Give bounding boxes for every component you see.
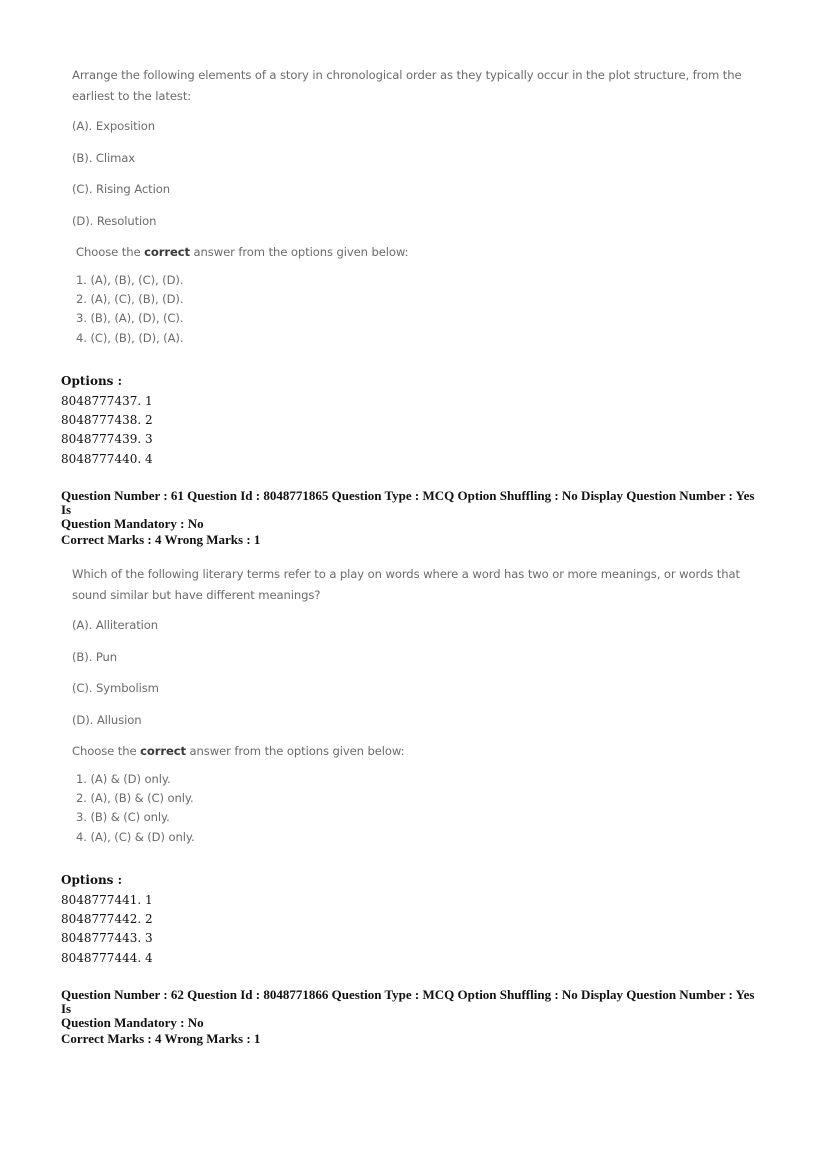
q61-item-b: (B). Pun (72, 649, 118, 664)
q62-marks: Correct Marks : 4 Wrong Marks : 1 (61, 1031, 261, 1046)
q60-choice-3: 3. (B), (A), (D), (C). (76, 311, 184, 326)
q61-choice-3: 3. (B) & (C) only. (76, 810, 170, 825)
q61-option-id-2: 8048777442. 2 (61, 912, 153, 927)
q61-header (61, 489, 761, 547)
q60-question-image (72, 65, 752, 348)
q61-instruction-bold: correct (140, 744, 186, 758)
q61-item-c: (C). Symbolism (72, 681, 159, 695)
q60-choice-1: 1. (A), (B), (C), (D). (76, 273, 184, 287)
q60-option-id-1: 8048777437. 1 (61, 394, 153, 408)
q61-item-a: (A). Alliteration (72, 618, 159, 632)
q61-choice-4: 4. (A), (C) & (D) only. (76, 829, 195, 844)
q62-header (61, 988, 761, 1046)
q60-option-id-2: 8048777438. 2 (61, 413, 153, 428)
q61-marks: Correct Marks : 4 Wrong Marks : 1 (61, 532, 261, 547)
q60-option-id-3: 8048777439. 3 (61, 432, 153, 447)
q61-item-d: (D). Allusion (72, 712, 142, 727)
q60-stem: Arrange the following elements of a story in chronological order as they typically occur in the plot structure, from the earliest to the latest: (72, 68, 742, 103)
q61-option-id-1: 8048777441. 1 (61, 893, 153, 907)
q60-item-a: (A). Exposition (72, 119, 155, 133)
q61-options-label: Options : (61, 873, 123, 887)
q60-instruction (76, 242, 752, 262)
q60-option-id-4: 8048777440. 4 (61, 451, 153, 466)
q60-choice-4: 4. (C), (B), (D), (A). (76, 330, 184, 345)
q61-option-id-4: 8048777444. 4 (61, 950, 153, 965)
q61-question-image (72, 564, 752, 847)
q61-options (61, 871, 761, 968)
q62-header-line2: Question Mandatory : No (61, 1015, 204, 1030)
q61-instruction-post: answer from the options given below: (185, 744, 405, 758)
q60-item-d: (D). Resolution (72, 213, 157, 228)
q60-item-b: (B). Climax (72, 150, 136, 165)
q61-instruction-pre: Choose the (72, 744, 141, 758)
q61-choice-2: 2. (A), (B) & (C) only. (76, 791, 194, 806)
q60-instruction-post: answer from the options given below: (189, 245, 409, 259)
q61-instruction (72, 741, 752, 761)
q61-stem: Which of the following literary terms refer to a play on words where a word has two or more meanings, or words that sound similar but have different meanings? (72, 567, 740, 602)
q60-options-label: Options : (61, 374, 123, 388)
q61-option-id-3: 8048777443. 3 (61, 931, 153, 946)
q60-instruction-pre: Choose the (76, 245, 145, 259)
q62-header-line1: Question Number : 62 Question Id : 8048771866 Question Type : MCQ Option Shuffling : No Display Question Number : Yes Is (61, 987, 755, 1016)
q61-header-line2: Question Mandatory : No (61, 516, 204, 531)
q60-choice-2: 2. (A), (C), (B), (D). (76, 292, 184, 307)
q61-choice-1: 1. (A) & (D) only. (76, 772, 171, 786)
q61-header-line1: Question Number : 61 Question Id : 8048771865 Question Type : MCQ Option Shuffling : No Display Question Number : Yes Is (61, 488, 755, 517)
q60-options (61, 372, 761, 469)
q60-item-c: (C). Rising Action (72, 182, 170, 196)
q60-instruction-bold: correct (144, 245, 190, 259)
